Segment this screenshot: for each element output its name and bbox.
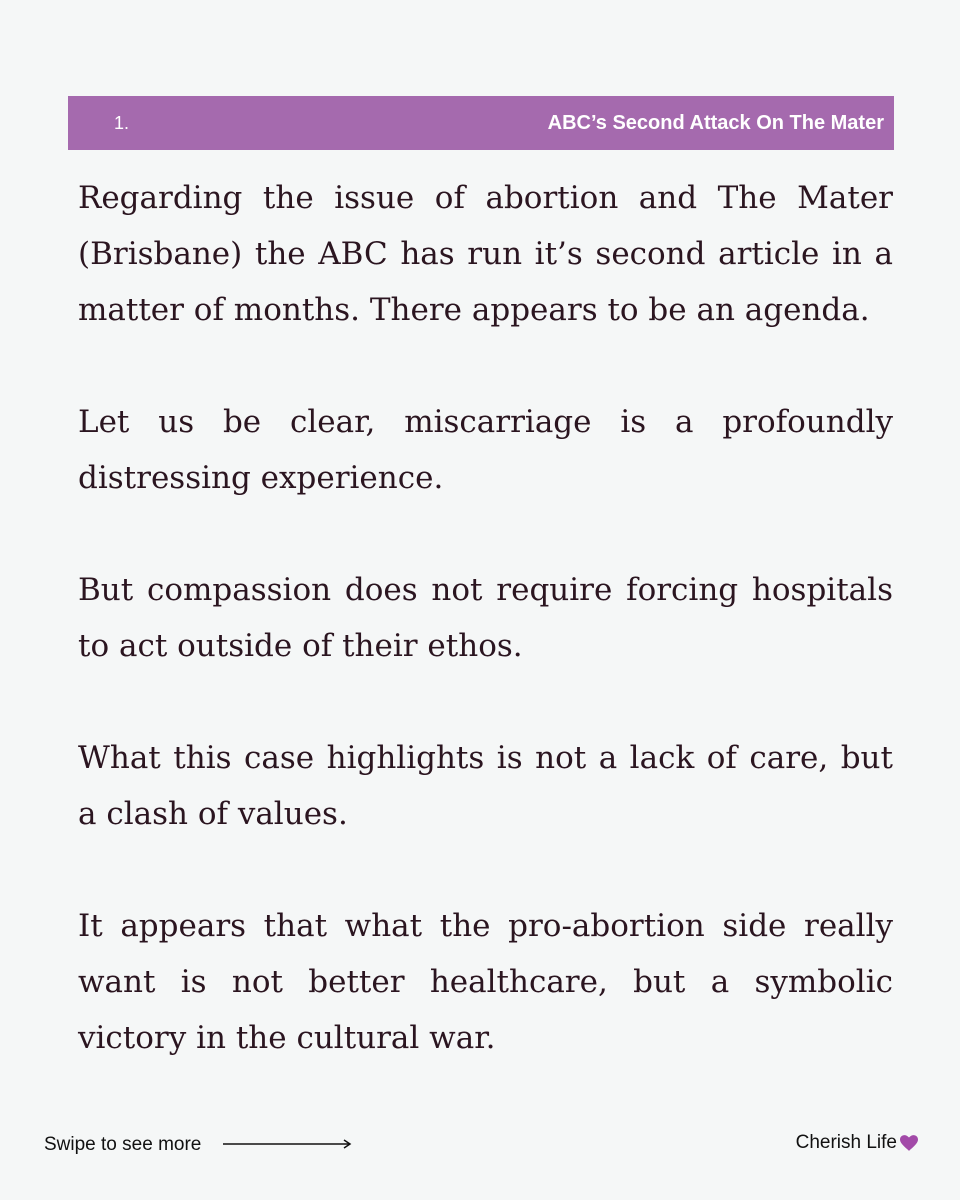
article-body [78, 170, 893, 1066]
brand-mark [796, 1132, 918, 1154]
paragraph: Let us be clear, miscarriage is a profoundly distressing experience. [78, 404, 893, 496]
swipe-label: Swipe to see more [44, 1134, 202, 1155]
heart-icon [900, 1135, 918, 1151]
paragraph: But compassion does not require forcing hospitals to act outside of their ethos. [78, 572, 893, 664]
paragraph: What this case highlights is not a lack of care, but a clash of values. [78, 740, 893, 832]
slide-title: ABC’s Second Attack On The Mater [547, 111, 884, 134]
slide-number: 1. [114, 112, 130, 133]
arrow-right-icon [223, 1134, 353, 1156]
paragraph: Regarding the issue of abortion and The Mater (Brisbane) the ABC has run it’s second article in a matter of months. There appears to be an agenda. [78, 180, 893, 328]
brand-name: Cherish Life [795, 1132, 897, 1153]
swipe-hint[interactable] [44, 1134, 353, 1156]
slide-header [68, 96, 894, 150]
paragraph: It appears that what the pro-abortion side really want is not better healthcare, but a symbolic victory in the cultural war. [78, 908, 893, 1056]
